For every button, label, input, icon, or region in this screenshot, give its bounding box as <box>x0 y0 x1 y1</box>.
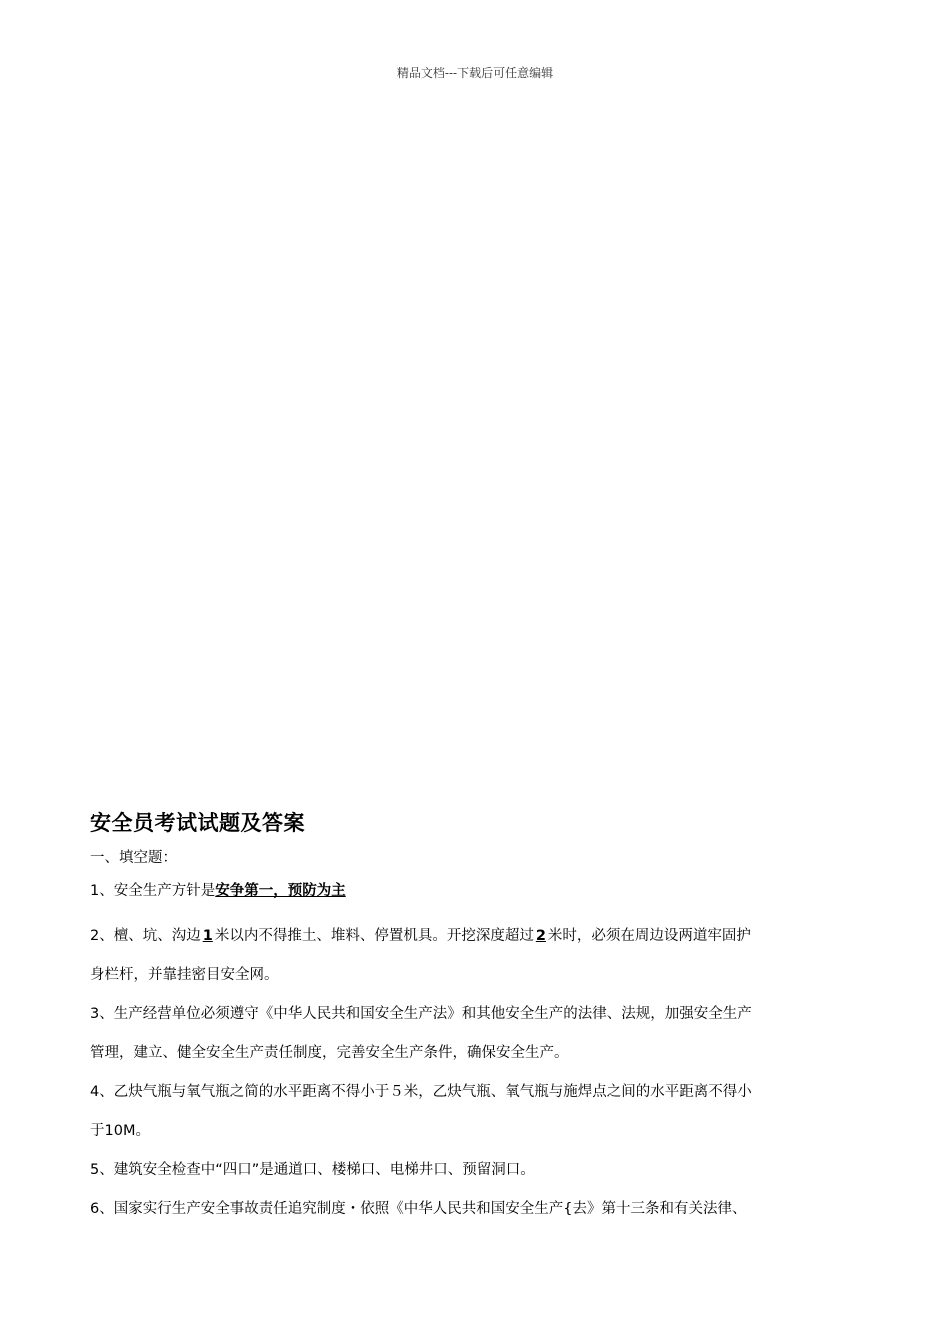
question-1 <box>90 881 865 901</box>
page-header: 精品文档---下载后可任意编辑 <box>396 66 554 80</box>
question-1-text: 1、安全生产方针是 <box>90 883 216 899</box>
question-2-line-2: 身栏杆，并靠挂密目安全网。 <box>90 967 279 983</box>
question-2-text-a: 2、檀、坑、沟边 <box>90 928 201 944</box>
document-title: 安全员考试试题及答案 <box>90 811 305 835</box>
question-2-text-b: 米以内不得推土、堆料、停置机具。开挖深度超过 <box>214 928 534 944</box>
question-1-answer: 安争第一，预防为主 <box>215 883 346 899</box>
document-body <box>90 808 865 1229</box>
section-heading: 一、填空题： <box>90 850 177 866</box>
question-2-line-1 <box>90 917 865 956</box>
question-6-line-1: 6、国家实行生产安全事故责任追究制度・依照《中华人民共和国安全生产{去》第十三条和有关法律、 <box>90 1201 747 1217</box>
question-2-answer-1: 1 <box>202 928 213 944</box>
question-4-line-1: 4、乙炔气瓶与氧气瓶之简的水平距离不得小于５米，乙炔气瓶、氧气瓶与施焊点之间的水平距离不得小 <box>90 1084 752 1100</box>
question-4-line-2: 于10M。 <box>90 1123 150 1139</box>
question-3-line-2: 管理，建立、健全安全生产责任制度，完善安全生产条件，确保安全生产。 <box>90 1045 569 1061</box>
question-2-answer-2: 2 <box>535 928 546 944</box>
question-2-text-c: 米时，必须在周边设两道牢固护 <box>547 928 751 944</box>
question-3-line-1: 3、生产经营单位必须遵守《中华人民共和国安全生产法》和其他安全生产的法律、法规，加强安全生产 <box>90 1006 752 1022</box>
question-5-line-1: 5、建筑安全检查中“四口”是通道口、楼梯口、电梯井口、预留洞口。 <box>90 1162 535 1178</box>
